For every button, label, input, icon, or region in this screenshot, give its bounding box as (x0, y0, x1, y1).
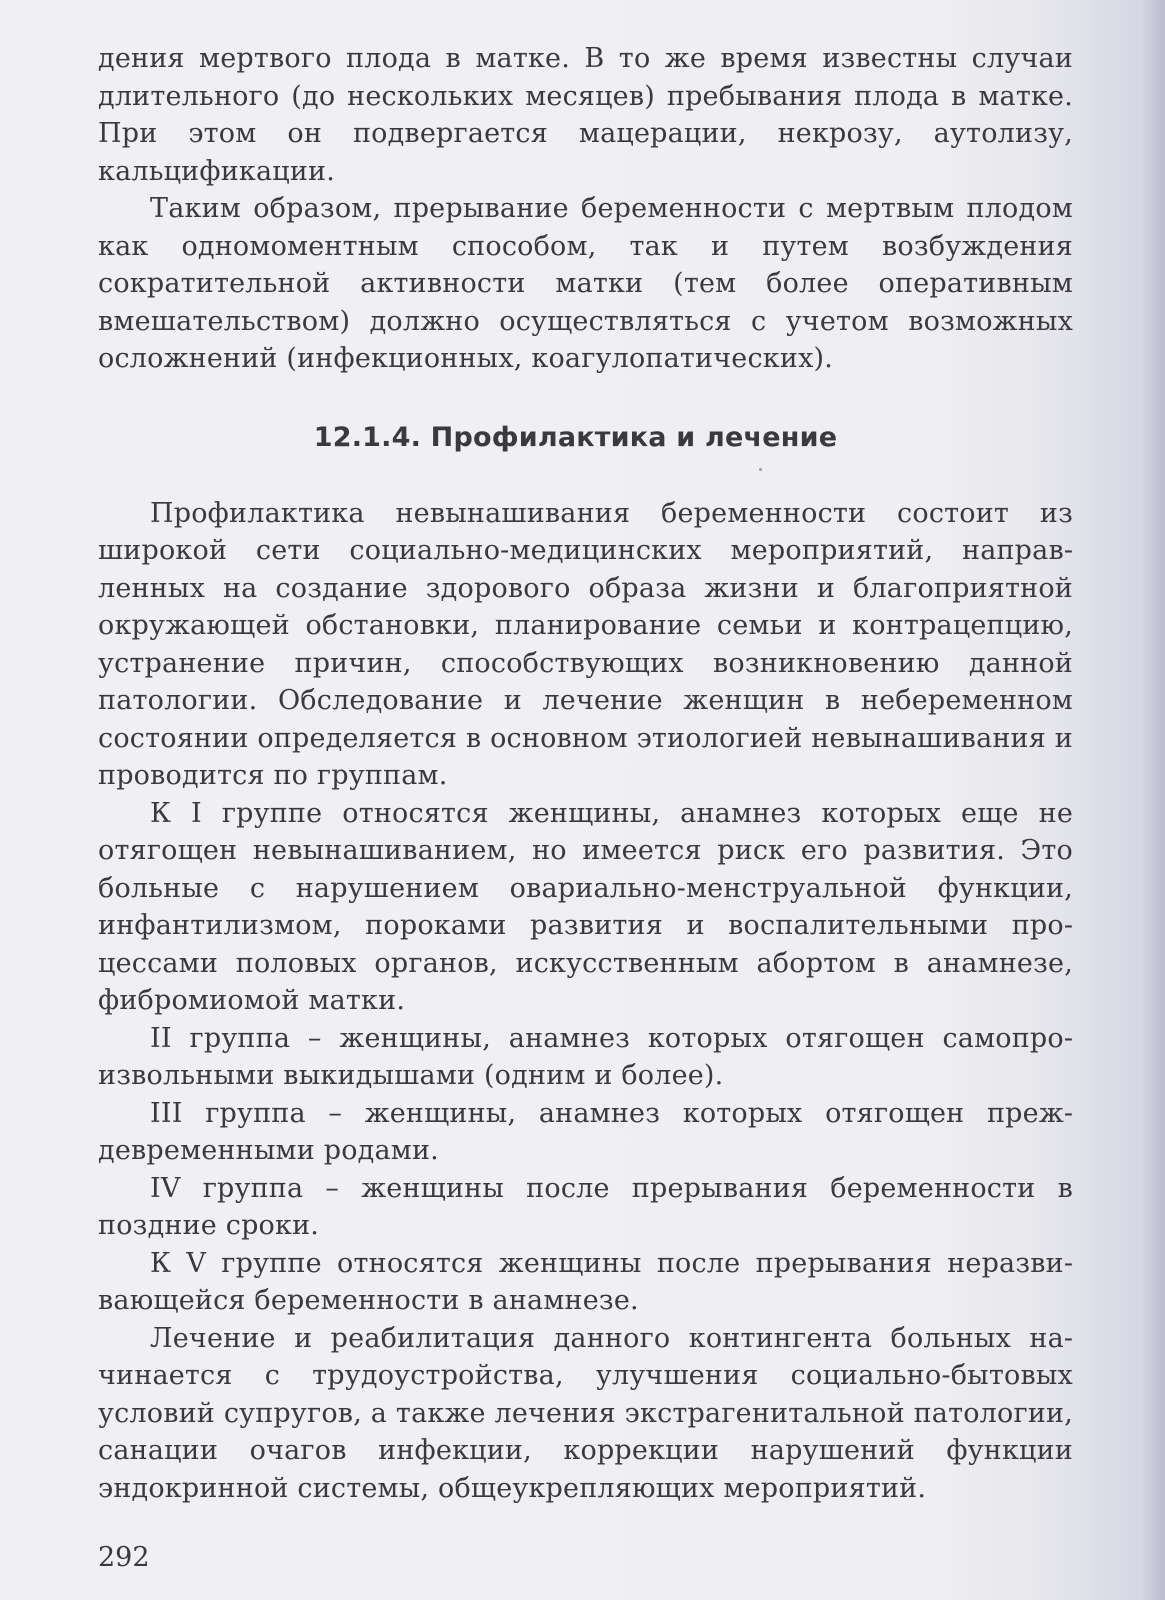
paragraph-continuation: дения мертвого плода в матке. В то же время известны случаи длительного (до нескольких месяцев) пребывания плода в матке. При этом он подвергается мацерации, некрозу, аутолизу, кальцификации. (98, 43, 1073, 187)
paragraph-group-2: II группа – женщины, анамнез которых отягощен самопроизвольными выкидышами (одним и более). (98, 1022, 1073, 1091)
page-gutter-shadow (1141, 0, 1165, 1600)
page-number: 292 (98, 1542, 150, 1573)
paragraph-group-5: К V группе относятся женщины после прерывания неразвивающейся беременности в анамнезе. (98, 1247, 1073, 1316)
paragraph-prevention: Профилактика невынашивания беременности состоит из широкой сети социально-медицинских мероприятий, направленных на создание здорового образа жизни и благоприятной окружающей обстановки, планирование семьи и контрацепцию, устранение причин, способствующих возникновению данной патологии. Обследование и лечение женщин в небеременном состоянии определяется в основном этиологией невынашивания и проводится по группам. (98, 497, 1073, 791)
page-body (98, 40, 1073, 1507)
paragraph-group-3: III группа – женщины, анамнез которых отягощен преждевременными родами. (98, 1097, 1073, 1166)
paragraph-group-1: К I группе относятся женщины, анамнез которых еще не отягощен невынашиванием, но имеется риск его развития. Это больные с нарушением овариально-менструальной функции, инфантилизмом, пороками развития и воспалительными процессами половых органов, искусственным абортом в анамнезе, фибромиомой матки. (98, 797, 1073, 1016)
section-heading: 12.1.4. Профилактика и лечение (313, 421, 838, 453)
paragraph-treatment: Лечение и реабилитация данного контингента больных начинается с трудоустройства, улучшения социально-бытовых условий супругов, а также лечения экстрагенитальной патологии, санации очагов инфекции, коррекции нарушений функции эндокринной системы, общеукрепляющих мероприятий. (98, 1322, 1073, 1504)
print-speck (759, 468, 762, 471)
paragraph-group-4: IV группа – женщины после прерывания беременности в поздние сроки. (98, 1172, 1073, 1241)
paragraph-summary: Таким образом, прерывание беременности с мертвым плодом как одномоментным способом, так и путем возбуждения сократительной активности матки (тем более оперативным вмешательством) должно осуществляться с учетом возможных осложнений (инфекционных, коагулопатических). (98, 193, 1073, 374)
